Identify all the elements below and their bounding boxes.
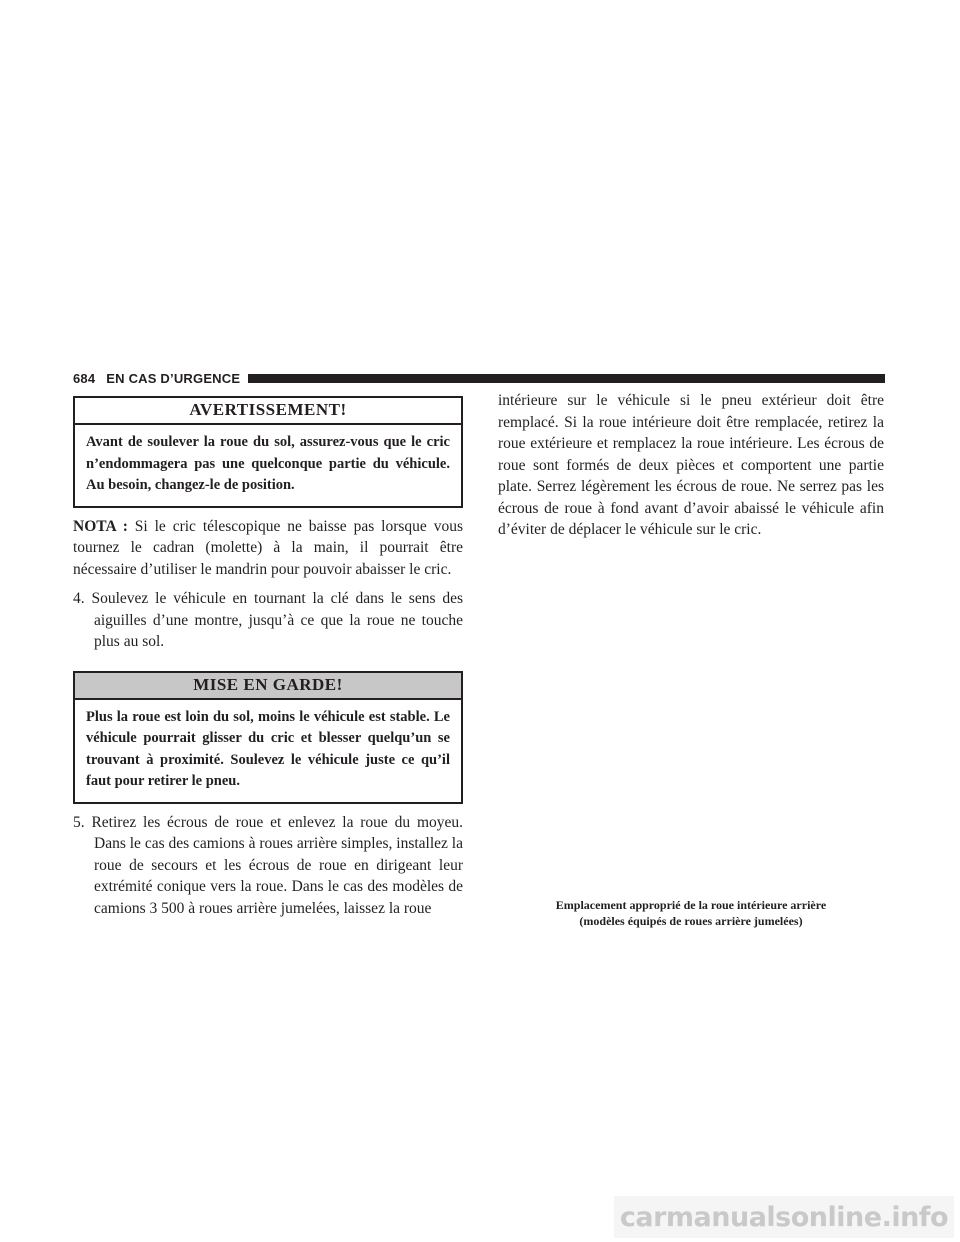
- step-5: [73, 812, 463, 920]
- note-label: NOTA :: [73, 517, 128, 535]
- caution-title: MISE EN GARDE!: [75, 673, 461, 700]
- step-4-text: Soulevez le véhicule en tournant la clé dans le sens des aiguilles d’une montre, jusqu’à ce que la roue ne touche plus au sol.: [91, 590, 463, 650]
- watermark: carmanualsonline.info: [614, 1196, 954, 1238]
- warning-text: Avant de soulever la roue du sol, assurez-vous que le cric n’endommagera pas une quelconque partie du véhicule. Au besoin, changez-le de position.: [86, 434, 450, 493]
- note-text: Si le cric télescopique ne baisse pas lorsque vous tournez le cadran (molette) à la main, il pourrait être nécessaire d’utiliser le mandrin pour pouvoir abaisser le cric.: [73, 517, 463, 578]
- figure-caption: [498, 897, 884, 929]
- caution-box: [73, 671, 463, 804]
- step-4: [73, 588, 463, 653]
- header-rule: [248, 374, 885, 383]
- continuation-paragraph: intérieure sur le véhicule si le pneu extérieur doit être remplacé. Si la roue intérieure doit être remplacée, retirez la roue extérieure et remplacez la roue intérieure. Les écrous de roue sont formés de deux pièces et comportent une partie plate. Serrez légèrement les écrous de roue. Ne serrez pas les écrous de roue à fond avant d’avoir abaissé le véhicule afin d’éviter de déplacer le véhicule sur le cric.: [498, 392, 884, 538]
- step-5-text: Retirez les écrous de roue et enlevez la roue du moyeu. Dans le cas des camions à roues arrière simples, installez la roue de secours et les écrous de roue en dirigeant leur extrémité conique vers la roue. Dans le cas des modèles de camions 3 500 à roues arrière jumelées, laissez la roue: [91, 813, 463, 917]
- left-column: [73, 396, 463, 937]
- caution-text: Plus la roue est loin du sol, moins le véhicule est stable. Le véhicule pourrait glisser du cric et blesser quelqu’un se trouvant à proximité. Soulevez le véhicule juste ce qu’il faut pour retirer le pneu.: [86, 708, 450, 789]
- figure-caption-line2: (modèles équipés de roues arrière jumelées): [579, 913, 803, 928]
- right-column: [498, 390, 884, 929]
- step-5-number: 5.: [73, 813, 85, 831]
- warning-box: [73, 396, 463, 508]
- page-header: [73, 370, 885, 386]
- note-paragraph: [73, 516, 463, 581]
- step-4-number: 4.: [73, 590, 85, 607]
- warning-title: AVERTISSEMENT!: [75, 398, 461, 425]
- page-number: 684: [73, 370, 96, 386]
- section-title: EN CAS D’URGENCE: [106, 370, 241, 386]
- figure-caption-line1: Emplacement approprié de la roue intérieure arrière: [555, 897, 827, 912]
- figure-area: [498, 549, 884, 897]
